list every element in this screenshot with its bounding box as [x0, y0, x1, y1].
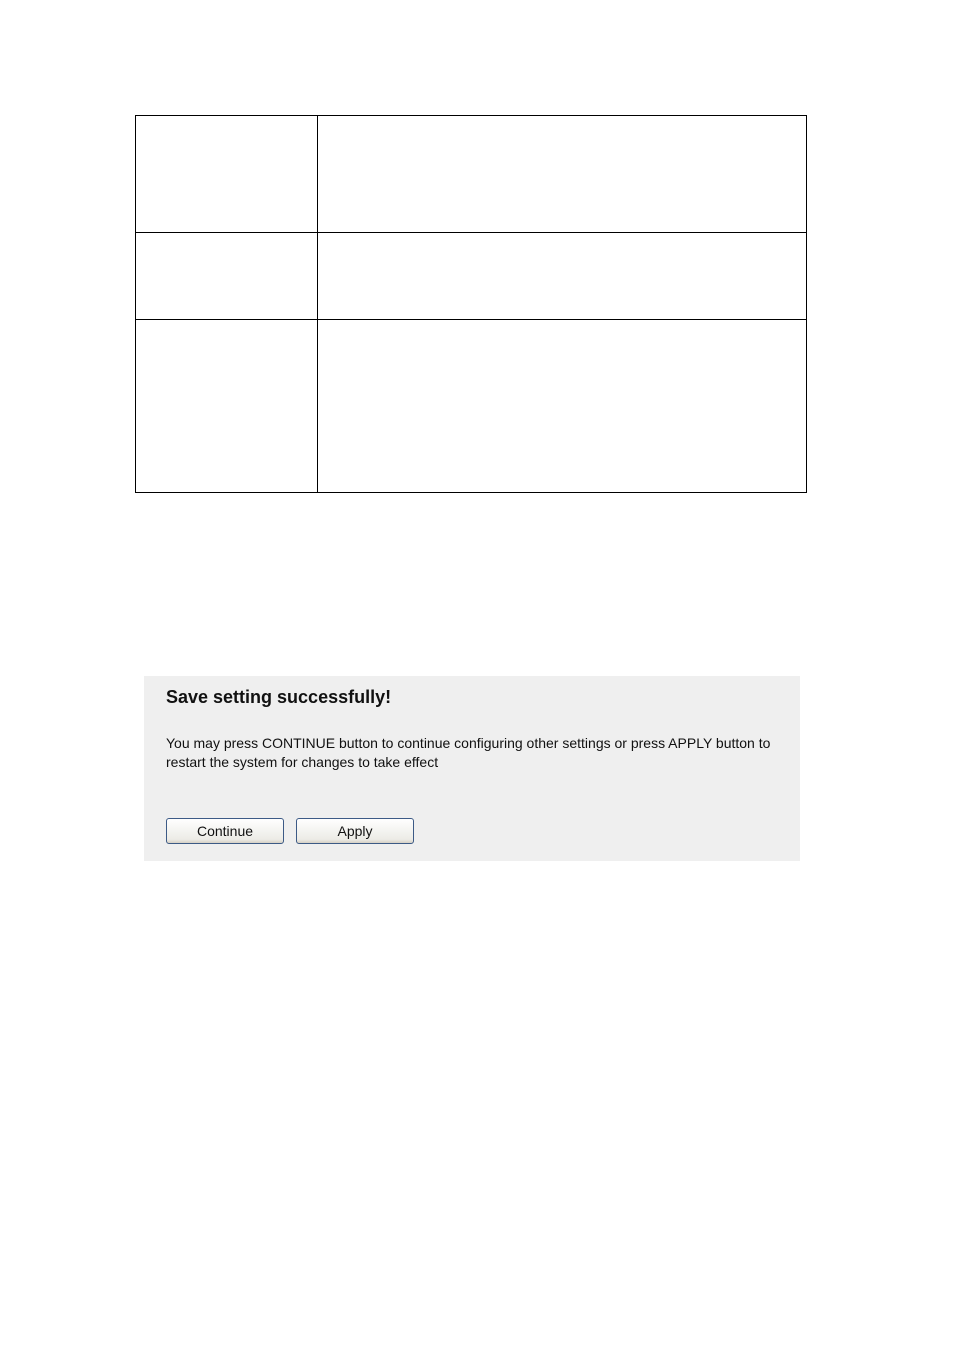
continue-button[interactable]: Continue [166, 818, 284, 844]
table-cell-description [318, 233, 807, 320]
save-success-panel [144, 676, 800, 861]
table-cell-label [136, 320, 318, 493]
table-row [136, 116, 807, 233]
table-cell-description [318, 116, 807, 233]
save-success-title: Save setting successfully! [166, 687, 392, 707]
table-cell-description [318, 320, 807, 493]
table-row [136, 320, 807, 493]
save-success-message: You may press CONTINUE button to continue configuring other settings or press APPLY button to restart the system for changes to take effect [166, 735, 771, 770]
table-row [136, 233, 807, 320]
apply-button[interactable]: Apply [296, 818, 414, 844]
table-cell-label [136, 233, 318, 320]
settings-description-table [135, 115, 807, 493]
table-cell-label [136, 116, 318, 233]
